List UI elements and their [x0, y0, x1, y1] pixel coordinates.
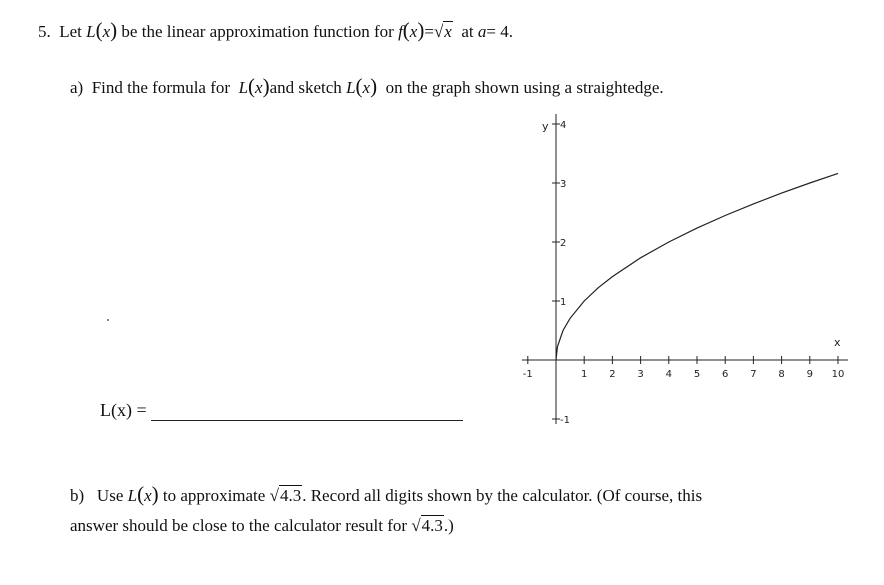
x-tick-label: 2: [609, 369, 616, 380]
problem-number: 5.: [38, 22, 51, 41]
answer-prefix: L(x) =: [100, 400, 147, 420]
at-text: at: [461, 22, 474, 41]
x-symbol: x: [102, 22, 111, 41]
x-tick-label: 5: [693, 369, 701, 380]
x-tick-label: -1: [522, 369, 533, 380]
x-tick-label: 8: [778, 369, 785, 380]
sqrt-4-3-second: √4.3: [411, 516, 443, 535]
y-tick-label: 3: [560, 179, 567, 190]
part-b-question: b) Use L(x) to approximate √4.3. Record all digits shown by the calculator. (Of course, this: [70, 482, 703, 506]
problem-statement: 5. Let L(x) be the linear approximation function for f(x)=√x at a= 4.: [38, 18, 513, 42]
part-a-question: a) Find the formula for L(x)and sketch L(x) on the graph shown using a straightedge.: [70, 74, 664, 98]
sqrt-curve: [556, 173, 838, 360]
x-tick-label: 7: [750, 369, 757, 380]
a-symbol: a: [477, 22, 487, 41]
y-tick-label: 4: [560, 120, 567, 131]
y-axis-label: y: [542, 120, 549, 133]
f-symbol: f: [398, 22, 403, 41]
sqrt-4-3: √4.3: [269, 486, 302, 505]
x-tick-label: 4: [665, 369, 672, 380]
y-tick-label: -1: [560, 415, 570, 426]
part-a-label: a): [70, 78, 84, 97]
sqrt-x: √x: [433, 22, 452, 41]
intro-mid: be the linear approximation function for: [121, 22, 394, 41]
y-tick-label: 2: [560, 238, 567, 249]
x-axis-label: x: [834, 336, 841, 349]
x-tick-label: 3: [637, 369, 644, 380]
a-value: = 4.: [486, 22, 513, 41]
part-b-line2: answer should be close to the calculator result for √4.3.): [70, 516, 454, 535]
L-symbol: L: [86, 22, 96, 41]
part-b-label: b): [70, 486, 85, 505]
x-tick-label: 9: [806, 369, 813, 380]
x-tick-label: 1: [581, 369, 588, 380]
y-tick-label: 1: [560, 297, 567, 308]
x-tick-label: 10: [831, 369, 845, 380]
intro-let: Let: [59, 22, 82, 41]
x-tick-label: 6: [722, 369, 729, 380]
